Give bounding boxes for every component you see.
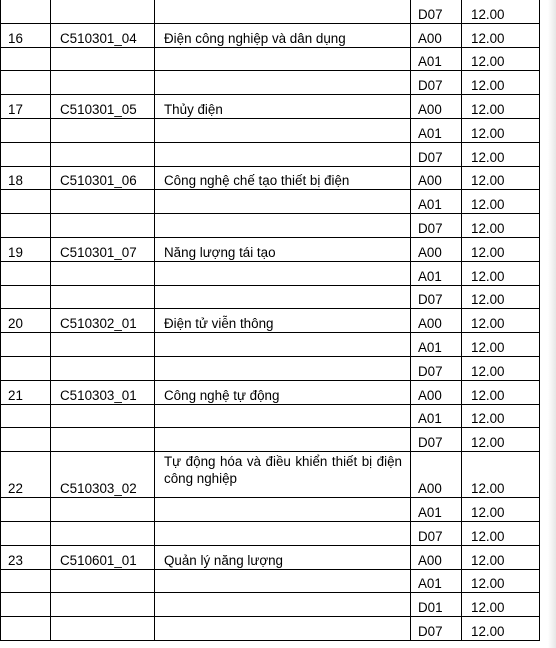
cell-subject-group: A01 [411,498,462,522]
cell-no [1,0,51,23]
cell-score: 12.00 [462,428,540,452]
cell-subject-group: D07 [411,0,462,23]
table-row [1,71,540,95]
table-row [1,95,540,119]
cell-score: 12.00 [462,617,540,641]
cell-no [1,142,51,166]
cell-no: 20 [1,309,51,333]
cell-major-code: C510301_04 [51,23,155,47]
cell-subject-group: A00 [411,166,462,190]
cell-no [1,190,51,214]
table-row [1,0,540,23]
cell-no [1,285,51,309]
cell-no: 23 [1,545,51,569]
cell-major-name: Năng lượng tái tạo [155,237,411,261]
cell-major-name [155,285,411,309]
cell-score: 12.00 [462,404,540,428]
cell-score: 12.00 [462,0,540,23]
cell-no [1,569,51,593]
cell-subject-group: A01 [411,47,462,71]
cell-major-name [155,428,411,452]
cell-major-name [155,71,411,95]
cell-major-code [51,190,155,214]
cell-no [1,214,51,238]
cell-no: 21 [1,380,51,404]
cell-subject-group: A00 [411,95,462,119]
cell-subject-group: D07 [411,428,462,452]
cell-major-code [51,498,155,522]
cell-no [1,356,51,380]
cell-subject-group: D07 [411,142,462,166]
cell-subject-group: A01 [411,569,462,593]
table-row [1,428,540,452]
cell-score: 12.00 [462,309,540,333]
cell-major-name [155,47,411,71]
cell-no [1,404,51,428]
cell-major-name [155,521,411,545]
cell-score: 12.00 [462,452,540,498]
cell-major-name [155,569,411,593]
cell-major-code [51,356,155,380]
cell-major-code [51,593,155,617]
cell-subject-group: D01 [411,593,462,617]
cell-subject-group: A01 [411,333,462,357]
cell-major-code: C510301_05 [51,95,155,119]
cell-no [1,428,51,452]
cell-subject-group: D07 [411,521,462,545]
table-row [1,593,540,617]
table-row [1,404,540,428]
table-row [1,285,540,309]
cell-major-name: Điện tử viễn thông [155,309,411,333]
cell-major-code [51,47,155,71]
cell-score: 12.00 [462,71,540,95]
table-row [1,166,540,190]
cell-subject-group: A01 [411,261,462,285]
cell-score: 12.00 [462,95,540,119]
cell-no [1,261,51,285]
cell-major-name [155,0,411,23]
cell-score: 12.00 [462,118,540,142]
cell-score: 12.00 [462,521,540,545]
cell-subject-group: A01 [411,190,462,214]
table-body [1,0,540,640]
page-edge-shadow [548,0,556,648]
cell-subject-group: A00 [411,237,462,261]
cell-score: 12.00 [462,237,540,261]
cell-major-code [51,428,155,452]
cell-subject-group: A00 [411,23,462,47]
cell-subject-group: A01 [411,118,462,142]
cell-major-name [155,118,411,142]
cell-major-name [155,404,411,428]
table-row [1,498,540,522]
cell-major-code: C510303_02 [51,452,155,498]
table-row [1,356,540,380]
cell-major-name [155,190,411,214]
cell-score: 12.00 [462,569,540,593]
table-row [1,118,540,142]
cell-score: 12.00 [462,190,540,214]
cell-major-code: C510301_06 [51,166,155,190]
table-row [1,380,540,404]
table-row [1,333,540,357]
cell-no: 18 [1,166,51,190]
cell-score: 12.00 [462,166,540,190]
cell-score: 12.00 [462,214,540,238]
cell-subject-group: A00 [411,309,462,333]
table-row [1,569,540,593]
cell-major-name [155,214,411,238]
table-row [1,617,540,641]
cell-no: 17 [1,95,51,119]
cell-major-code [51,617,155,641]
cell-no [1,521,51,545]
cell-score: 12.00 [462,142,540,166]
cell-subject-group: D07 [411,356,462,380]
cell-no [1,333,51,357]
cell-major-name: Quản lý năng lượng [155,545,411,569]
cell-no [1,71,51,95]
cell-major-code: C510301_07 [51,237,155,261]
cell-major-name [155,617,411,641]
cell-no: 22 [1,452,51,498]
table-row [1,237,540,261]
cell-subject-group: A00 [411,380,462,404]
cell-major-code: C510601_01 [51,545,155,569]
table-row [1,261,540,285]
cell-major-name: Công nghệ tự động [155,380,411,404]
cell-no: 16 [1,23,51,47]
cell-subject-group: A00 [411,545,462,569]
table-row [1,47,540,71]
table-row [1,521,540,545]
cell-major-code [51,261,155,285]
cell-score: 12.00 [462,545,540,569]
cell-no [1,617,51,641]
table-row [1,23,540,47]
cell-score: 12.00 [462,333,540,357]
table-row [1,214,540,238]
cell-major-name [155,261,411,285]
cell-subject-group: A00 [411,452,462,498]
cell-subject-group: D07 [411,214,462,238]
cell-subject-group: A01 [411,404,462,428]
cell-major-name [155,498,411,522]
cell-no [1,47,51,71]
cell-major-code [51,569,155,593]
cell-major-name: Tự động hóa và điều khiển thiết bị điện công nghiệp [155,452,411,498]
table-row [1,452,540,498]
table-row [1,545,540,569]
table-row [1,142,540,166]
cell-major-code [51,142,155,166]
cell-major-name: Thủy điện [155,95,411,119]
cell-major-name: Điện công nghiệp và dân dụng [155,23,411,47]
cell-score: 12.00 [462,380,540,404]
cell-subject-group: D07 [411,617,462,641]
cell-score: 12.00 [462,498,540,522]
cell-major-name [155,593,411,617]
cell-no [1,498,51,522]
cell-score: 12.00 [462,285,540,309]
cell-score: 12.00 [462,47,540,71]
cell-major-code: C510303_01 [51,380,155,404]
cell-subject-group: D07 [411,71,462,95]
cell-no: 19 [1,237,51,261]
cell-score: 12.00 [462,593,540,617]
cell-no [1,118,51,142]
cell-major-code [51,118,155,142]
cell-major-name [155,142,411,166]
cell-score: 12.00 [462,23,540,47]
cell-major-code [51,214,155,238]
cell-major-code [51,521,155,545]
table-row [1,190,540,214]
cell-score: 12.00 [462,356,540,380]
cell-major-name [155,333,411,357]
cell-major-code [51,404,155,428]
cell-major-name [155,356,411,380]
table-row [1,309,540,333]
cell-major-code [51,0,155,23]
cell-subject-group: D07 [411,285,462,309]
cell-major-code [51,71,155,95]
cell-major-code [51,285,155,309]
cell-no [1,593,51,617]
cell-major-code [51,333,155,357]
cell-major-name: Công nghệ chế tạo thiết bị điện [155,166,411,190]
cell-major-code: C510302_01 [51,309,155,333]
cell-score: 12.00 [462,261,540,285]
